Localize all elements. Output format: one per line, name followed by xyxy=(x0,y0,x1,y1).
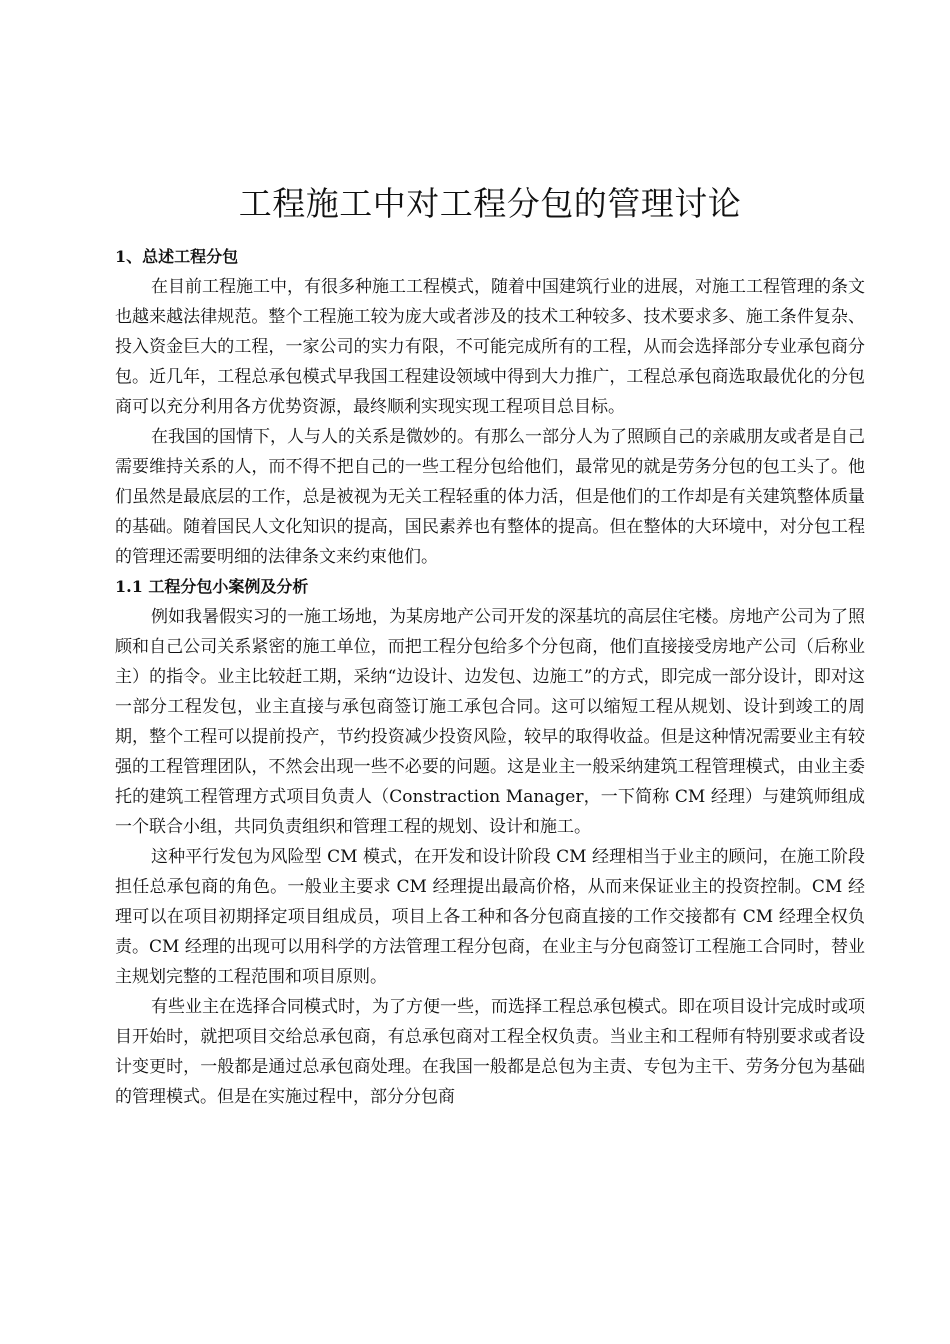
section-heading: 1.1 工程分包小案例及分析 xyxy=(115,577,309,596)
document-body xyxy=(115,178,865,1112)
document-title: 工程施工中对工程分包的管理讨论 xyxy=(238,184,742,223)
paragraph: 例如我暑假实习的一施工场地，为某房地产公司开发的深基坑的高层住宅楼。房地产公司为了照顾和自己公司关系紧密的施工单位，而把工程分包给多个分包商，他们直接接受房地产公司（后称业主）的指令。业主比较赶工期，采纳“边设计、边发包、边施工”的方式，即完成一部分设计，即对这一部分工程发包，业主直接与承包商签订施工承包合同。这可以缩短工程从规划、设计到竣工的周期，整个工程可以提前投产，节约投资减少投资风险，较早的取得收益。但是这种情况需要业主有较强的工程管理团队，不然会出现一些不必要的问题。这是业主一般采纳建筑工程管理模式，由业主委托的建筑工程管理方式项目负责人（Constraction Manager，一下简称 CM 经理）与建筑师组成一个联合小组，共同负责组织和管理工程的规划、设计和施工。 xyxy=(115,607,865,837)
paragraph: 这种平行发包为风险型 CM 模式，在开发和设计阶段 CM 经理相当于业主的顾问，在施工阶段担任总承包商的角色。一般业主要求 CM 经理提出最高价格，从而来保证业主的投资控制。CM 经理可以在项目初期择定项目组成员，项目上各工种和各分包商直接的工作交接都有 CM 经理全权负责。CM 经理的出现可以用科学的方法管理工程分包商，在业主与分包商签订工程施工合同时，替业主规划完整的工程范围和项目原则。 xyxy=(115,847,865,987)
section-case-analysis xyxy=(115,572,865,1112)
paragraph: 在我国的国情下，人与人的关系是微妙的。有那么一部分人为了照顾自己的亲戚朋友或者是自己需要维持关系的人，而不得不把自己的一些工程分包给他们，最常见的就是劳务分包的包工头了。他们虽然是最底层的工作，总是被视为无关工程轻重的体力活，但是他们的工作却是有关建筑整体质量的基础。随着国民人文化知识的提高，国民素养也有整体的提高。但在整体的大环境中，对分包工程的管理还需要明细的法律条文来约束他们。 xyxy=(115,427,865,567)
paragraph: 有些业主在选择合同模式时，为了方便一些，而选择工程总承包模式。即在项目设计完成时或项目开始时，就把项目交给总承包商，有总承包商对工程全权负责。当业主和工程师有特别要求或者设计变更时，一般都是通过总承包商处理。在我国一般都是总包为主责、专包为主干、劳务分包为基础的管理模式。但是在实施过程中，部分分包商 xyxy=(115,997,865,1107)
paragraph: 在目前工程施工中，有很多种施工工程模式，随着中国建筑行业的进展，对施工工程管理的条文也越来越法律规范。整个工程施工较为庞大或者涉及的技术工种较多、技术要求多、施工条件复杂、投入资金巨大的工程，一家公司的实力有限，不可能完成所有的工程，从而会选择部分专业承包商分包。近几年，工程总承包模式早我国工程建设领域中得到大力推广，工程总承包商选取最优化的分包商可以充分利用各方优势资源，最终顺利实现实现工程项目总目标。 xyxy=(115,277,865,417)
section-overview xyxy=(115,242,865,572)
section-heading: 1、总述工程分包 xyxy=(115,247,239,266)
